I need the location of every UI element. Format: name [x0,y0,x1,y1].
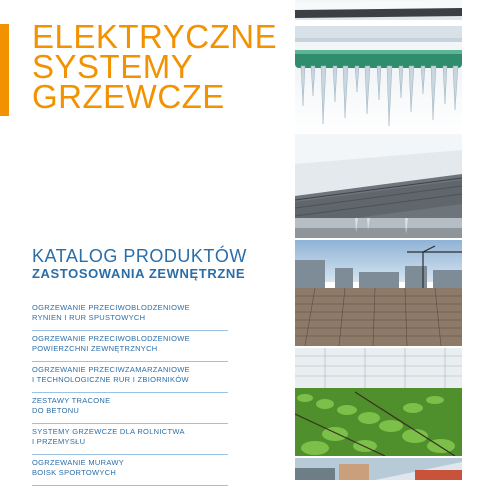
snowy-roof-photo [295,0,462,20]
product-item[interactable] [32,300,228,331]
product-item[interactable] [32,362,228,393]
product-line-1: OGRZEWANIE PRZECIWZAMARZANIOWE [32,365,190,374]
product-line-2: I PRZEMYSŁU [32,437,86,446]
product-list [32,300,228,486]
sports-field-photo [295,458,462,480]
accent-bar [0,24,9,116]
title-line-1: ELEKTRYCZNE [32,18,278,55]
product-line-1: SYSTEMY GRZEWCZE DLA ROLNICTWA [32,427,185,436]
snow-gutter-photo [295,134,462,238]
product-line-1: OGRZEWANIE PRZECIWOBLODZENIOWE [32,334,190,343]
product-line-2: DO BETONU [32,406,80,415]
greenhouse-photo [295,348,462,456]
product-line-2: POWIERZCHNI ZEWNĘTRZNYCH [32,344,158,353]
title-line-3: GRZEWCZE [32,78,225,115]
product-item[interactable] [32,455,228,486]
product-item[interactable] [32,424,228,455]
product-item[interactable] [32,331,228,362]
product-line-2: BOISK SPORTOWYCH [32,468,117,477]
title-line-2: SYSTEMY [32,48,194,85]
product-item[interactable] [32,393,228,424]
catalog-title: KATALOG PRODUKTÓW [32,246,247,266]
catalog-subtitle: ZASTOSOWANIA ZEWNĘTRZNE [32,266,246,281]
product-line-2: RYNIEN I RUR SPUSTOWYCH [32,313,146,322]
product-line-1: OGRZEWANIE MURAWY [32,458,125,467]
icicles-pipe-photo [295,26,462,134]
product-line-1: OGRZEWANIE PRZECIWOBLODZENIOWE [32,303,190,312]
product-line-2: I TECHNOLOGICZNE RUR I ZBIORNIKÓW [32,375,189,384]
construction-site-photo [295,240,462,346]
product-line-1: ZESTAWY TRACONE [32,396,111,405]
main-title [32,18,278,115]
